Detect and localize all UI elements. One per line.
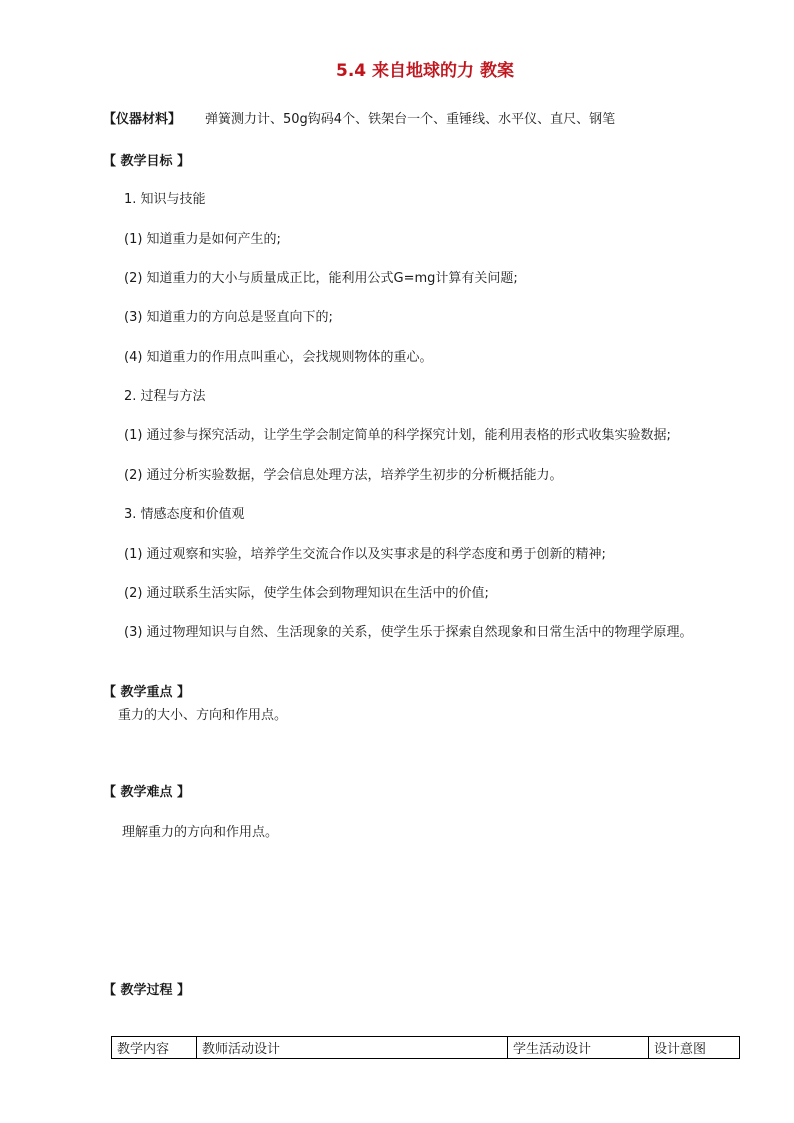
- objective-item: (3) 通过物理知识与自然、生活现象的关系，使学生乐于探索自然现象和日常生活中的物理学原理。: [124, 625, 693, 640]
- table-header-cell: 教师活动设计: [197, 1037, 508, 1059]
- objective-section-title: 3. 情感态度和价值观: [124, 507, 245, 522]
- objective-item: (3) 知道重力的方向总是竖直向下的;: [124, 310, 333, 325]
- table-header-cell: 设计意图: [649, 1037, 740, 1059]
- difficulties-text: 理解重力的方向和作用点。: [122, 825, 279, 840]
- key-points-text: 重力的大小、方向和作用点。: [118, 708, 288, 723]
- objective-item: (2) 通过联系生活实际，使学生体会到物理知识在生活中的价值;: [124, 586, 489, 601]
- objective-item: (2) 知道重力的大小与质量成正比，能利用公式G=mg计算有关问题;: [124, 271, 518, 286]
- materials-text: 弹簧测力计、50g钩码4个、铁架台一个、重锤线、水平仪、直尺、钢笔: [205, 112, 616, 127]
- objective-item: (4) 知道重力的作用点叫重心，会找规则物体的重心。: [124, 350, 433, 365]
- difficulties-heading: 【 教学难点 】: [103, 785, 191, 800]
- table-header-row: [112, 1037, 740, 1059]
- objective-section-title: 2. 过程与方法: [124, 389, 206, 404]
- objectives-heading: 【 教学目标 】: [103, 154, 191, 169]
- materials-label: 【仪器材料】: [103, 112, 182, 127]
- document-title: 5.4 来自地球的力 教案: [336, 61, 514, 81]
- objective-item: (1) 通过观察和实验，培养学生交流合作以及实事求是的科学态度和勇于创新的精神;: [124, 547, 606, 562]
- table-header-cell: 学生活动设计: [508, 1037, 649, 1059]
- objective-item: (1) 知道重力是如何产生的;: [124, 232, 281, 247]
- key-points-heading: 【 教学重点 】: [103, 685, 191, 700]
- objective-section-title: 1. 知识与技能: [124, 192, 206, 207]
- process-heading: 【 教学过程 】: [103, 983, 191, 998]
- table-header-cell: 教学内容: [112, 1037, 197, 1059]
- process-table: [111, 1036, 740, 1059]
- objective-item: (2) 通过分析实验数据，学会信息处理方法，培养学生初步的分析概括能力。: [124, 468, 563, 483]
- objective-item: (1) 通过参与探究活动，让学生学会制定简单的科学探究计划，能利用表格的形式收集实验数据;: [124, 428, 671, 443]
